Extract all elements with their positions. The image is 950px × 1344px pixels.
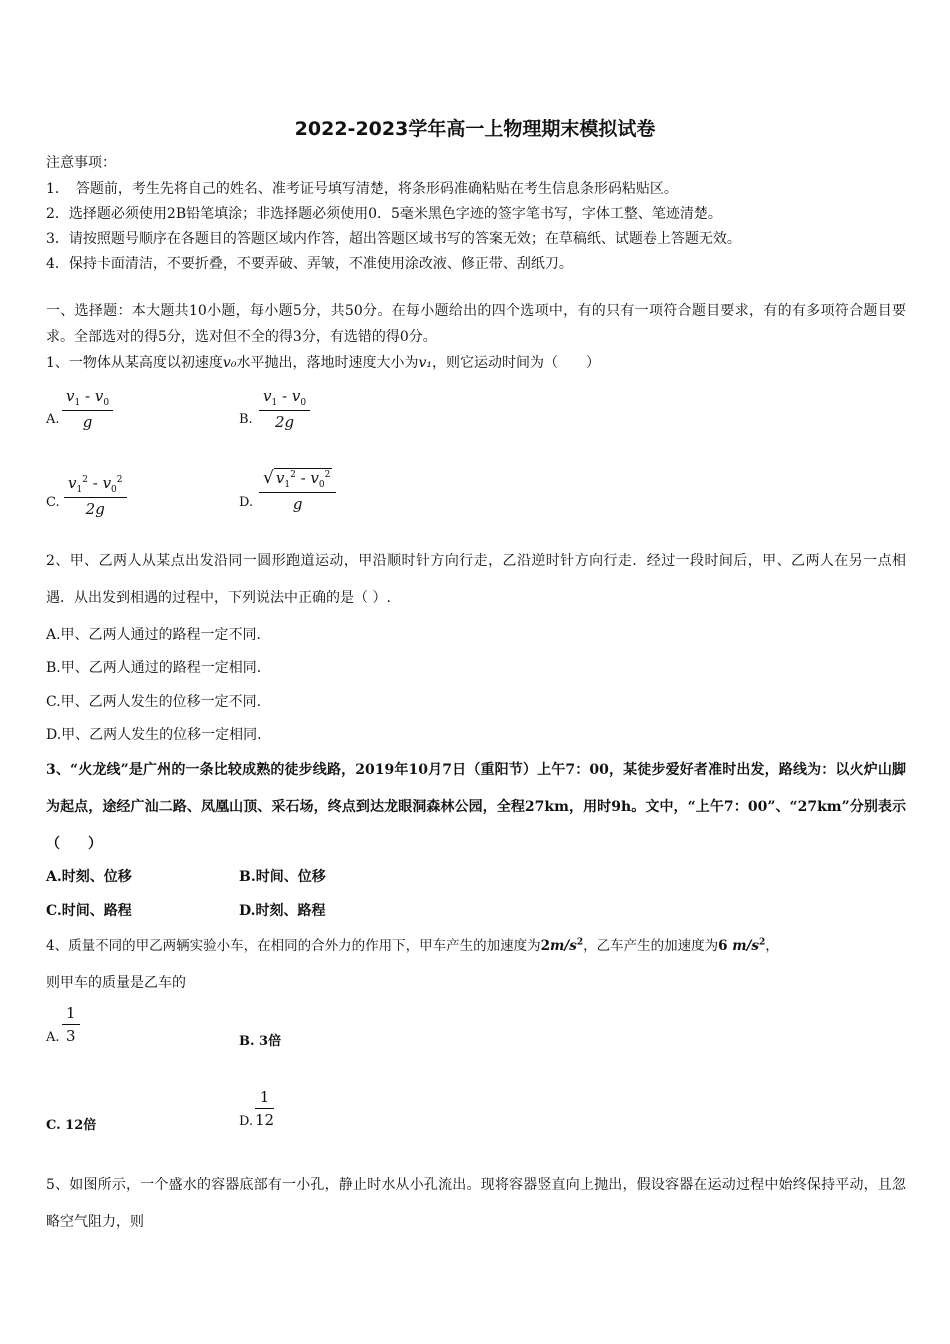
q3-option-c: C.时间、路程 bbox=[46, 903, 132, 919]
q4-option-b: B. 3倍 bbox=[239, 1034, 282, 1049]
q3-option-b: B.时间、位移 bbox=[239, 869, 326, 885]
q4-option-d-label: D. bbox=[239, 1114, 254, 1129]
q4-stem-line2: 则甲车的质量是乙车的 bbox=[46, 975, 186, 991]
q1-option-b-label: B. bbox=[239, 412, 253, 427]
q2-option-d: D.甲、乙两人发生的位移一定相同. bbox=[46, 727, 262, 743]
page-title: 2022-2023学年高一上物理期末模拟试卷 bbox=[294, 118, 656, 140]
q2-option-c: C.甲、乙两人发生的位移一定不同. bbox=[46, 694, 262, 710]
q3-stem: 3、“火龙线”是广州的一条比较成熟的徒步线路，2019年10月7日（重阳节）上午7：00，某徒步爱好者准时出发，路线为：以火炉山脚为起点，途经广汕二路、凤凰山顶、采石场，终点到达龙眼洞森林公园，全程27km，用时9h。文中，“上午7：00”、“27km”分别表示（ ） bbox=[46, 762, 906, 852]
q2-option-b: B.甲、乙两人通过的路程一定相同. bbox=[46, 660, 262, 676]
q3-option-d: D.时刻、路程 bbox=[239, 903, 326, 919]
notice-item-1: 1． 答题前，考生先将自己的姓名、准考证号填写清楚，将条形码准确粘贴在考生信息条形码粘贴区。 bbox=[46, 181, 678, 197]
q1-option-c-fraction: $\frac{v_1^2 - v_0^2}{2g}$ bbox=[64, 474, 127, 518]
notice-item-3: 3．请按照题号顺序在各题目的答题区域内作答，超出答题区域书写的答案无效；在草稿纸、试题卷上答题无效。 bbox=[46, 231, 741, 247]
q1-option-d-label: D. bbox=[239, 495, 254, 510]
q1-option-c-label: C. bbox=[46, 495, 60, 510]
section-1-instructions: 一、选择题：本大题共10小题，每小题5分，共50分。在每小题给出的四个选项中，有的只有一项符合题目要求，有的有多项符合题目要求。全部选对的得5分，选对但不全的得3分，有选错的得0分。 bbox=[46, 303, 906, 345]
q1-option-d-fraction: $\frac{√ v_1^2 - v_0^2}{g}$ bbox=[259, 468, 336, 513]
notice-item-2: 2．选择题必须使用2B铅笔填涂；非选择题必须使用0．5毫米黑色字迹的签字笔书写，字体工整、笔迹清楚。 bbox=[46, 206, 722, 222]
notice-heading: 注意事项： bbox=[46, 155, 116, 171]
q4-stem: 4、质量不同的甲乙两辆实验小车，在相同的合外力的作用下，甲车产生的加速度为$2m/s^2$，乙车产生的加速度为6 $m/s^2$， bbox=[46, 937, 779, 954]
q1-option-b-fraction: $\frac{v_1 - v_0}{2g}$ bbox=[259, 387, 310, 431]
q4-option-c: C. 12倍 bbox=[46, 1118, 97, 1133]
q1-stem bbox=[46, 352, 600, 372]
q1-v0: v₀ bbox=[222, 355, 237, 371]
q1-stem-mid: 水平抛出，落地时速度大小为 bbox=[236, 355, 419, 371]
q1-stem-pre: 1、一物体从某高度以初速度 bbox=[46, 355, 223, 371]
q3-option-a: A.时刻、位移 bbox=[46, 869, 132, 885]
q5-stem: 5、如图所示，一个盛水的容器底部有一小孔，静止时水从小孔流出。现将容器竖直向上抛出，假设容器在运动过程中始终保持平动，且忽略空气阻力，则 bbox=[46, 1177, 906, 1230]
q2-option-a: A.甲、乙两人通过的路程一定不同. bbox=[46, 627, 262, 643]
q4-option-d-fraction: $\frac{1}{12}$ bbox=[255, 1088, 275, 1129]
q1-stem-post: ，则它运动时间为（ ） bbox=[431, 355, 600, 371]
q1-v1: v₁ bbox=[418, 355, 432, 371]
q1-option-a-label: A. bbox=[46, 412, 60, 427]
q2-stem: 2、甲、乙两人从某点出发沿同一圆形跑道运动，甲沿顺时针方向行走，乙沿逆时针方向行走．经过一段时间后，甲、乙两人在另一点相遇．从出发到相遇的过程中，下列说法中正确的是（ ）. bbox=[46, 553, 906, 606]
q1-option-a-fraction: $\frac{v_1 - v_0}{g}$ bbox=[62, 387, 113, 431]
q4-option-a-fraction: $\frac{1}{3}$ bbox=[62, 1004, 80, 1045]
q4-option-a-label: A. bbox=[46, 1030, 60, 1045]
notice-item-4: 4．保持卡面清洁，不要折叠，不要弄破、弄皱，不准使用涂改液、修正带、刮纸刀。 bbox=[46, 256, 573, 272]
